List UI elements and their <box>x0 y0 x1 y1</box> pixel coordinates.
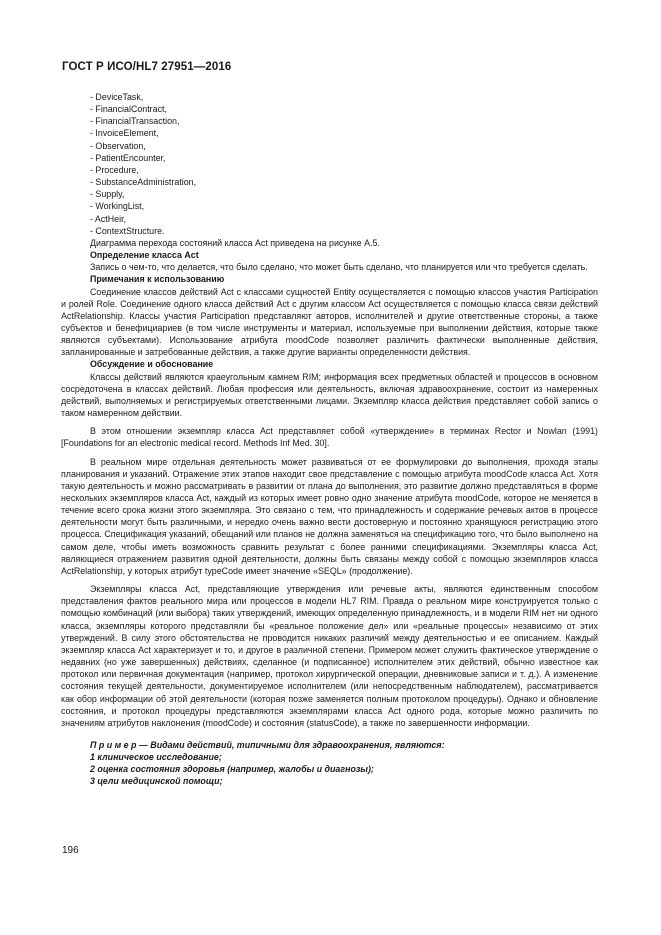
list-item: - Procedure, <box>90 164 139 175</box>
notes-text: Соединение классов действий Act с классами сущностей Entity осуществляется с помощью классов участия Participation и ролей Role. Соединение одного класса действий Act с другим классом Act осуществляется с помощью класса связи действий ActRelationship. Классы участия Participation представляют авторов, исполнителей и другие ответственные стороны, а также субъектов и бенефициариев (в том числе инструменты и материал, используемые при выполнении действия, которые также являются субъектами). Использование атрибута moodCode позволяет различить фактически выполненные действия, запланированные и затребованные действия, а также другие варианты определенности действия. <box>61 286 598 358</box>
list-item: - Observation, <box>90 140 146 151</box>
list-item: - ContextStructure. <box>90 225 165 236</box>
example-item: 1 клиническое исследование; <box>90 752 222 763</box>
class-list <box>90 91 598 237</box>
discussion-paragraph: В этом отношении экземпляр класса Act представляет собой «утверждение» в терминах Rector и Nowlan (1991) [Foundations for an electronic medical record. Methods Inf Med. 30]. <box>61 426 598 449</box>
example-item: 2 оценка состояния здоровья (например, жалобы и диагнозы); <box>90 764 374 775</box>
document-header: ГОСТ Р ИСО/HL7 27951—2016 <box>62 61 232 73</box>
list-item: - WorkingList, <box>90 201 145 212</box>
list-item: - SubstanceAdministration, <box>90 177 197 188</box>
definition-heading: Определение класса Act <box>90 250 199 261</box>
list-item: - Supply, <box>90 189 125 200</box>
example-line <box>90 739 598 751</box>
list-item: - ActHeir, <box>90 213 127 224</box>
example-text: — Видами действий, типичными для здравоохранения, являются: <box>136 739 445 750</box>
discussion-heading: Обсуждение и обоснование <box>90 359 214 370</box>
example-item: 3 цели медицинской помощи; <box>90 776 223 787</box>
notes-heading: Примечания к использованию <box>90 274 225 285</box>
definition-text: Запись о чем-то, что делается, что было сделано, что может быть сделано, что планируется или что требуется сделать. <box>90 262 588 273</box>
discussion-paragraph: Классы действий являются краеугольным камнем RIM; информация всех предметных областей и процессов в основном сосредоточена в классах действий. Любая профессия или деятельность, включая здравоохранение, состоит из намеренных действий, выполняемых и регистрируемых ответственными лицами. Экземпляр класса действия представляет собой запись о таком намеренном действии. <box>61 371 598 419</box>
list-item: - FinancialContract, <box>90 104 167 115</box>
list-item: - DeviceTask, <box>90 92 144 102</box>
list-item: - InvoiceElement, <box>90 128 159 139</box>
document-body <box>61 91 598 788</box>
list-item: - PatientEncounter, <box>90 152 166 163</box>
discussion-paragraph: Экземпляры класса Act, представляющие утверждения или речевые акты, являются единственным способом представления фактов реального мира или процессов в модели HL7 RIM. Правда о реальном мире конструируется только с помощью комбинаций (или выбора) таких утверждений, имеющих определенную принадлежность, и в модели RIM нет ни одного класса, экземпляры которого представляли бы «реальное положение дел» или «реальные процессы» независимо от этих утверждений. В силу этого обстоятельства не проводится никаких различий между деятельностью и ее описанием. Каждый экземпляр класса Act характеризует и то, и другое в различной степени. Примером может служить фактическое утверждение о недавних (но уже завершенных) действиях, сделанное (и подписанное) исполнителем этих действий, обычно известное как протокол или первичная документация (например, протокол хирургической операции, дневниковые записи и т. д.). А изменение состояния текущей деятельности, документируемое исполнителем (или непосредственным наблюдателем), рассматривается как обор информации об этой деятельности (которая позже заменяется полным протоколом процедуры). Однако и обновление состояния, и протокол процедуры представляются экземплярами класса Act одного рода, которые можно различить по значениям атрибутов наклонения (moodCode) и состояния (statusCode), а также по завершенности информации. <box>61 584 598 728</box>
discussion-paragraph: В реальном мире отдельная деятельность может развиваться от ее формулировки до выполнения, проходя этапы планирования и указаний. Отражение этих этапов находит свое представление с помощью атрибута moodCode класса Act. Хотя такую деятельность и можно рассматривать в развитии от плана до выполнения, это развитие должно представляться в форме нескольких экземпляров класса Act, каждый из которых имеет ровно одно значение атрибута moodCode, которое не меняется в течение всего срока жизни этого экземпляра. Это связано с тем, что принадлежность и содержание речевых актов в процессе деятельности могут быть различными, и нередко очень важно вести достоверную и постоянно хранящуюся регистрацию этого процесса. Спецификация указаний, обещаний или планов не должна заменяться на спецификацию того, что было выполнено на самом деле, чтобы иметь возможность сравнить результат с более ранними спецификациями. Экземпляры класса Act, являющиеся отражением развития одной деятельности, должны быть связаны между собой с помощью экземпляров класса ActRelationship, у которых атрибут typeCode имеет значение «SEQL» (продолжение). <box>61 456 598 576</box>
diagram-reference: Диаграмма перехода состояний класса Act приведена на рисунке А.5. <box>90 237 380 248</box>
example-lead: П р и м е р <box>90 739 137 750</box>
list-item: - FinancialTransaction, <box>90 116 180 127</box>
page-number: 196 <box>62 845 79 856</box>
